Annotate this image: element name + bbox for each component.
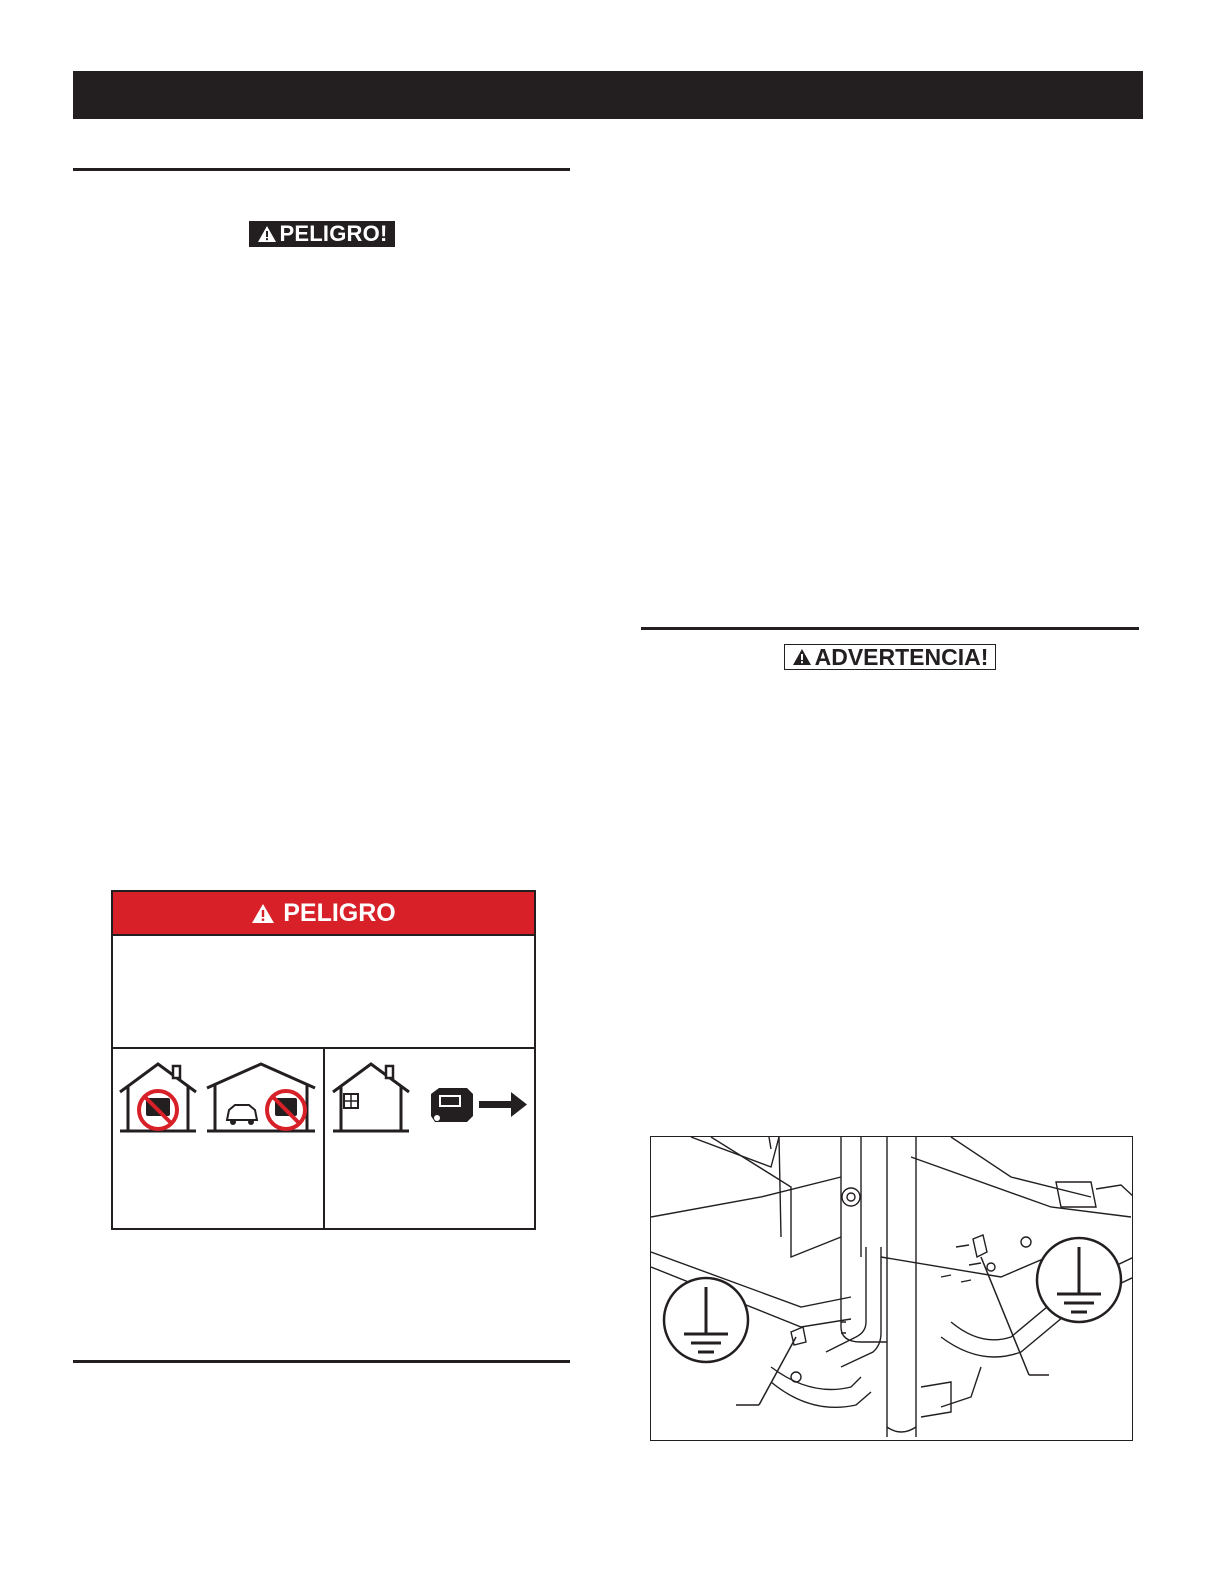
ground-symbol-icon <box>1037 1238 1121 1322</box>
generator-frame-illustration <box>651 1137 1133 1441</box>
warning-triangle-icon <box>792 648 812 666</box>
danger-label-text-area <box>113 936 534 1049</box>
advertencia-badge <box>784 644 996 670</box>
section-rule-bottom-left <box>73 1360 570 1363</box>
grounding-figure <box>650 1136 1133 1441</box>
advertencia-badge-label: ADVERTENCIA! <box>814 643 989 670</box>
danger-label-divider <box>323 1047 325 1228</box>
section-rule-top-left <box>73 168 570 171</box>
warning-triangle-icon <box>251 903 275 924</box>
danger-safety-label <box>111 890 536 1230</box>
danger-label-header <box>113 892 534 936</box>
peligro-badge-label: PELIGRO! <box>279 221 388 246</box>
house-no-generator-icon <box>118 1060 198 1134</box>
danger-label-header-text: PELIGRO <box>283 898 396 927</box>
peligro-badge <box>249 221 395 247</box>
warning-triangle-icon <box>257 225 277 243</box>
generator-arrow-icon <box>427 1084 531 1126</box>
house-window-icon <box>331 1060 413 1134</box>
section-rule-right <box>641 627 1139 630</box>
garage-no-generator-icon <box>205 1060 317 1134</box>
page-header-bar <box>73 71 1143 119</box>
ground-symbol-icon <box>664 1278 748 1362</box>
